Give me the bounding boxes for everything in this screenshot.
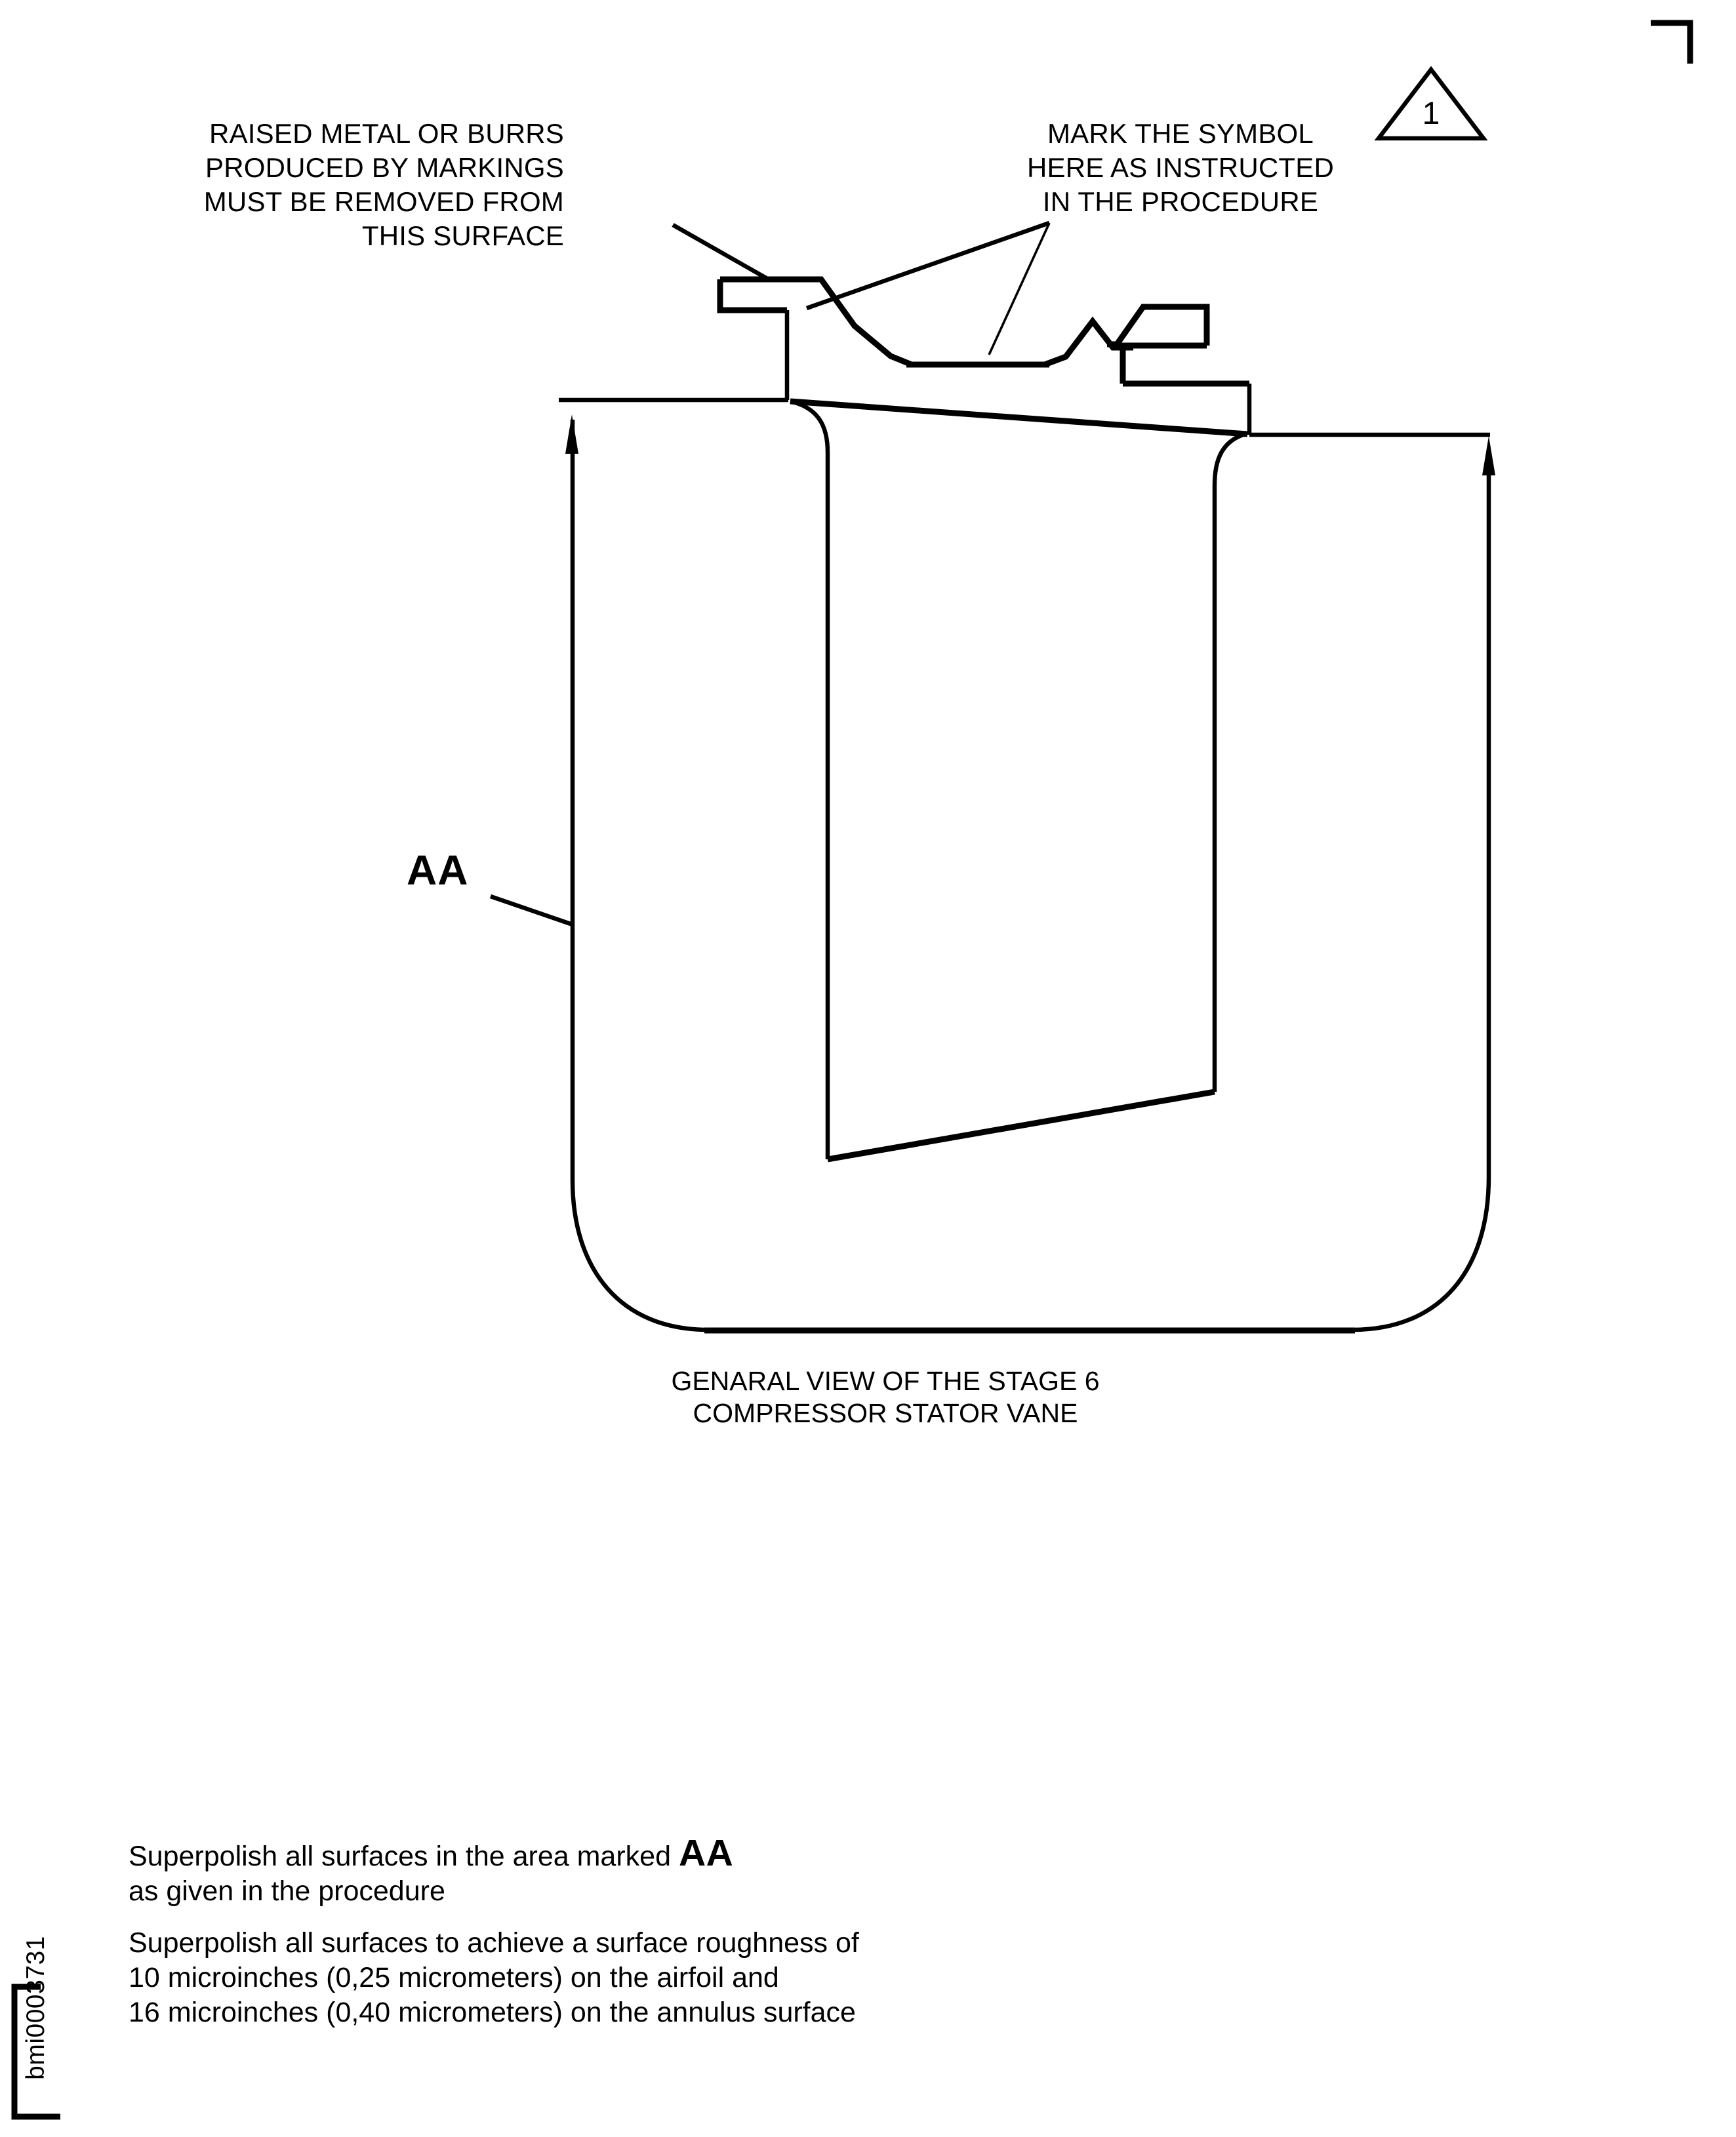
leader-line-mark-symbol-a bbox=[807, 223, 1049, 308]
crop-mark-top-right bbox=[1651, 23, 1690, 64]
view-caption bbox=[590, 1365, 1181, 1429]
arrowhead-up-left bbox=[565, 414, 578, 454]
mark-symbol-note-line-3: IN THE PROCEDURE bbox=[1042, 186, 1319, 217]
outer-shroud-profile bbox=[720, 279, 1249, 435]
note-roughness-line-1: Superpolish all surfaces to achieve a surface roughness of bbox=[129, 1927, 859, 1959]
extension-line-right bbox=[1482, 436, 1495, 780]
note-roughness-line-3: 16 microinches (0,40 micrometers) on the annulus surface bbox=[129, 1997, 856, 2028]
mark-symbol-note-line-1: MARK THE SYMBOL bbox=[1047, 118, 1314, 149]
annulus-surface-line bbox=[790, 401, 1247, 434]
area-label-aa: AA bbox=[407, 847, 469, 894]
note-superpolish-area-text: Superpolish all surfaces in the area marked bbox=[129, 1841, 679, 1872]
reference-code: bmi0003731 bbox=[22, 1936, 50, 2080]
mark-symbol-note-line-2: HERE AS INSTRUCTED bbox=[1027, 152, 1334, 183]
raised-metal-note-line-4: THIS SURFACE bbox=[361, 220, 564, 251]
raised-metal-note-line-2: PRODUCED BY MARKINGS bbox=[205, 152, 564, 183]
boundary-outline bbox=[559, 400, 1490, 1330]
arrowhead-up-right bbox=[1482, 436, 1495, 475]
note-superpolish-area-aa: AA bbox=[678, 1832, 734, 1874]
extension-line-left bbox=[565, 414, 578, 780]
view-caption-line-1: GENARAL VIEW OF THE STAGE 6 bbox=[671, 1366, 1100, 1396]
notes-block bbox=[129, 1832, 1243, 2030]
leader-line-aa bbox=[491, 896, 573, 925]
mark-symbol-note bbox=[997, 117, 1364, 219]
note-superpolish-area-line-2: as given in the procedure bbox=[129, 1875, 445, 1907]
raised-metal-note-line-1: RAISED METAL OR BURRS bbox=[209, 118, 564, 149]
note-roughness-line-2: 10 microinches (0,25 micrometers) on the airfoil and bbox=[129, 1962, 779, 1993]
leader-line-raised-metal bbox=[673, 225, 767, 279]
raised-metal-note bbox=[105, 117, 564, 253]
airfoil-section bbox=[790, 401, 1245, 1159]
note-superpolish-area bbox=[129, 1832, 1243, 1909]
note-superpolish-area-line-1 bbox=[129, 1832, 1243, 1874]
triangle-symbol-number: 1 bbox=[1422, 96, 1440, 131]
view-caption-line-2: COMPRESSOR STATOR VANE bbox=[693, 1398, 1078, 1428]
raised-metal-note-line-3: MUST BE REMOVED FROM bbox=[203, 186, 564, 217]
note-roughness bbox=[129, 1926, 1243, 2030]
